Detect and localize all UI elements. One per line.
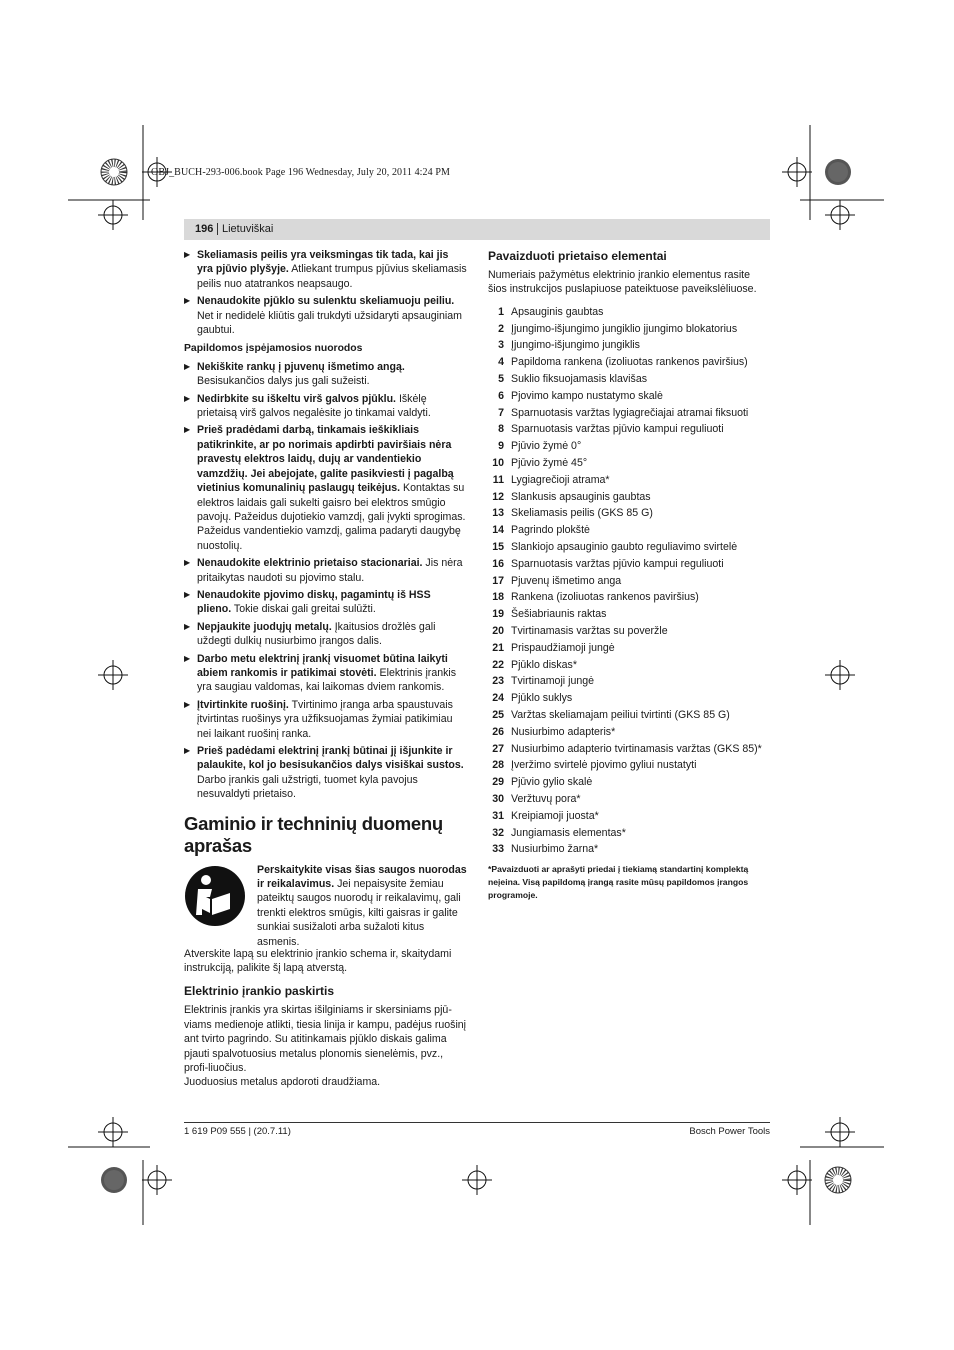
arrow-icon: ▶	[184, 699, 191, 709]
component-label: Pjūklo diskas*	[511, 658, 577, 671]
component-item	[488, 724, 770, 741]
arrow-icon: ▶	[184, 425, 191, 435]
warning-bullet: ▶ Nekiškite rankų į pjuvenų išmetimo angą. Besisukančios dalys jus gali sužeisti.	[184, 360, 405, 388]
component-number: 15	[492, 540, 504, 553]
component-label: Įjungimo-išjungimo jungiklio įjungimo blokatorius	[511, 322, 738, 335]
component-label: Apsauginis gaubtas	[511, 305, 604, 318]
component-item	[488, 774, 770, 791]
warning-bullet: ▶ Prieš padėdami elektrinį įrankį būtinai jį išjunkite ir palaukite, kol jo besisukančios dalys visiškai sustos. Darbo įrankis gali užstrigti, tuomet kyla pavojus nesuvaldyti prietaiso.	[184, 745, 464, 801]
component-item	[488, 825, 770, 842]
warning-bullet: ▶ Nedirbkite su iškeltu virš galvos pjūklu. Iškėlę prietaisą virš galvos negalėsite jo tinkamai valdyti.	[184, 392, 431, 420]
page-number: 196	[195, 223, 214, 235]
component-number: 19	[492, 608, 504, 621]
component-number: 33	[492, 843, 504, 856]
component-number: 10	[492, 456, 504, 469]
components-list	[488, 304, 770, 858]
arrow-icon: ▶	[184, 361, 191, 371]
arrow-icon: ▶	[184, 621, 191, 631]
component-label: Įveržimo svirtelė pjovimo gyliui nustatyti	[511, 759, 697, 772]
component-label: Pjūklo suklys	[511, 692, 573, 705]
component-label: Nusiurbimo žarna*	[511, 843, 599, 856]
footer-doc-number: 1 619 P09 555 | (20.7.11)	[184, 1126, 291, 1137]
component-item	[488, 791, 770, 808]
component-number: 23	[492, 675, 504, 688]
component-item	[488, 505, 770, 522]
component-label: Nusiurbimo adapterio tvirtinamasis varžtas (GKS 85)*	[511, 742, 762, 755]
component-number: 22	[492, 658, 504, 671]
component-item	[488, 623, 770, 640]
component-item	[488, 741, 770, 758]
component-label: Slankusis apsauginis gaubtas	[511, 490, 651, 503]
component-item	[488, 421, 770, 438]
fold-out-note: Atverskite lapą su elektrinio įrankio schema ir, skaitydami instrukciją, palikite šį lapą atverstą.	[184, 947, 452, 975]
component-item	[488, 337, 770, 354]
component-label: Varžtas skeliamajam peiliui tvirtinti (GKS 85 G)	[511, 708, 730, 721]
component-number: 6	[498, 389, 504, 402]
component-item	[488, 690, 770, 707]
warning-bullet: ▶ Darbo metu elektrinį įrankį visuomet būtina laikyti abiem rankomis ir patikimai stovėti. Elektrinis įrankis yra saugiau valdomas, kai laikomas dviem rankomis.	[184, 652, 457, 694]
component-number: 1	[498, 305, 504, 318]
component-number: 21	[492, 641, 504, 654]
arrow-icon: ▶	[184, 746, 191, 755]
component-number: 29	[492, 776, 504, 789]
component-number: 16	[492, 557, 504, 570]
arrow-icon: ▶	[184, 558, 191, 568]
component-label: Slankiojo apsauginio gaubto reguliavimo svirtelė	[511, 540, 738, 553]
component-item	[488, 539, 770, 556]
arrow-icon: ▶	[184, 296, 191, 306]
component-label: Pjūvio žymė 45°	[511, 456, 588, 469]
component-label: Suklio fiksuojamasis klavišas	[511, 373, 648, 385]
component-number: 11	[492, 473, 504, 486]
component-item	[488, 707, 770, 724]
section-title: Gaminio ir techninių duomenų aprašas	[184, 812, 443, 856]
component-label: Sparnuotasis varžtas pjūvio kampui reguliuoti	[511, 423, 724, 436]
purpose-heading: Elektrinio įrankio paskirtis	[184, 984, 335, 999]
component-item	[488, 489, 770, 506]
component-item	[488, 388, 770, 405]
component-item	[488, 556, 770, 573]
arrow-icon: ▶	[184, 393, 191, 403]
component-label: Jungiamasis elementas*	[511, 826, 626, 839]
component-item	[488, 472, 770, 489]
component-label: Pjūvio žymė 0°	[511, 440, 582, 453]
component-number: 32	[492, 826, 504, 839]
component-label: Skeliamasis peilis (GKS 85 G)	[511, 507, 653, 520]
component-number: 30	[492, 792, 504, 805]
component-item	[488, 371, 770, 388]
read-manual-text: Perskaitykite visas šias saugos nuorodas ir reikalavimus. Jei nepaisysite žemiau pateiktų saugos nuorodų ir reikalavimų, gali trenkti elektros smūgis, kilti gaisras ir galite sunkiai susižaloti arba sužaloti kitus asmenis.	[257, 863, 467, 948]
warning-bullet: ▶ Nepjaukite juodųjų metalų. Įkaitusios drožlės gali uždegti dulkių nusiurbimo įrangos dalis.	[184, 620, 436, 648]
component-number: 5	[498, 373, 504, 385]
component-label: Pagrindo plokštė	[511, 524, 590, 537]
component-item	[488, 321, 770, 338]
purpose-note: Juoduosius metalus apdoroti draudžiama.	[184, 1076, 381, 1089]
component-item	[488, 657, 770, 674]
component-item	[488, 455, 770, 472]
component-item	[488, 606, 770, 623]
right-column	[488, 248, 770, 902]
component-label: Tvirtinamoji jungė	[511, 675, 595, 688]
component-label: Rankena (izoliuotas rankenos paviršius)	[511, 591, 699, 604]
component-number: 26	[492, 725, 504, 738]
component-item	[488, 522, 770, 539]
component-label: Pjuvenų išmetimo anga	[511, 574, 622, 587]
component-label: Nusiurbimo adapteris*	[511, 725, 616, 738]
component-number: 18	[492, 591, 504, 604]
component-number: 25	[492, 708, 504, 721]
component-label: Prispaudžiamoji jungė	[511, 641, 615, 654]
component-item	[488, 640, 770, 657]
component-number: 20	[492, 624, 504, 637]
component-number: 4	[498, 356, 504, 369]
components-heading: Pavaizduoti prietaiso elementai	[488, 249, 667, 263]
component-number: 17	[492, 574, 504, 587]
component-number: 12	[492, 490, 504, 503]
components-intro: Numeriais pažymėtus elektrinio įrankio elementus rasite šios instrukcijos puslapiuose pateiktuose paveikslėliuose.	[488, 269, 757, 296]
read-manual-icon	[184, 865, 246, 927]
component-label: Veržtuvų pora*	[511, 792, 581, 805]
arrow-icon: ▶	[184, 250, 191, 259]
component-number: 9	[498, 440, 504, 453]
component-number: 31	[492, 809, 504, 822]
component-label: Kreipiamoji juosta*	[511, 809, 599, 822]
warning-bullet: ▶ Įtvirtinkite ruošinį. Tvirtinimo įranga arba spaustuvais įtvirtintas ruošinys yra užfiksuojamas žymiai patikimiau nei laikant ruošinį ranka.	[184, 698, 453, 740]
footer-brand: Bosch Power Tools	[689, 1126, 770, 1137]
component-item	[488, 808, 770, 825]
component-label: Sparnuotasis varžtas pjūvio kampui reguliuoti	[511, 557, 724, 570]
component-number: 14	[492, 524, 504, 537]
component-item	[488, 589, 770, 606]
component-label: Pjovimo kampo nustatymo skalė	[511, 389, 663, 402]
component-number: 7	[498, 406, 504, 419]
arrow-icon: ▶	[184, 589, 191, 599]
warning-bullet: ▶ Nenaudokite pjovimo diskų, pagamintų iš HSS plieno. Tokie diskai gali greitai sulūžti.	[184, 588, 431, 616]
component-item	[488, 673, 770, 690]
accessories-footnote: *Pavaizduoti ar aprašyti priedai į tiekiamą standartinį komplektą neįeina. Visą papildomą įrangą rasite mūsų papildomos įrangos programoje.	[488, 864, 749, 901]
component-number: 28	[492, 759, 504, 772]
component-item	[488, 573, 770, 590]
component-item	[488, 841, 770, 858]
component-label: Įjungimo-išjungimo jungiklis	[511, 339, 640, 352]
read-manual-warning	[184, 863, 467, 948]
component-item	[488, 354, 770, 371]
component-number: 27	[492, 742, 504, 755]
arrow-icon: ▶	[184, 653, 191, 663]
page-language: Lietuviškai	[222, 223, 274, 235]
warning-bullet: ▶ Skeliamasis peilis yra veiksmingas tik tada, kai jis yra pjūvio plyšyje. Atliekant trumpus pjūvius skeliamasis peilis nuo atatrankos neapsaugo.	[184, 249, 467, 290]
component-number: 8	[498, 423, 504, 436]
left-column	[184, 248, 467, 1090]
page-header	[184, 219, 770, 240]
purpose-paragraph: Elektrinis įrankis yra skirtas išilginiams ir skersiniams pjū-viams medienoje atlikti, tiesia linija ir kampu, padėjus ruošinį ant tvirto pagrindo. Su atitinkamais pjūklo diskais galima pjauti spalvotuosius metalus plonomis sienelėmis, pvz., profi-liuočius.	[184, 1004, 467, 1075]
component-number: 3	[498, 339, 504, 352]
component-label: Lygiagrečioji atrama*	[511, 473, 610, 486]
warning-bullet: ▶ Nenaudokite elektrinio prietaiso stacionariai. Jis nėra pritaikytas naudoti su pjovimo stalu.	[184, 557, 463, 584]
component-label: Tvirtinamasis varžtas su poveržle	[511, 624, 668, 637]
warning-bullet: ▶ Prieš pradėdami darbą, tinkamais ieškikliais patikrinkite, ar po norimais apdirbti paviršiais nėra pravestų elektros laidų, dujų ar vandentiekio vamzdžių. Jei abejojate, galite pasikviesti į pagalbą vietinius komunalinių paslaugų teikėjus. Kontaktas su elektros laidais gali sukelti gaisro bei elektros smūgio pavojų. Pažeidus dujotiekio vamzdį, gali įvykti sprogimas. Pažeidus vandentiekio vamzdį, galima padaryti daugybę nuostolių.	[184, 424, 466, 552]
component-label: Pjūvio gylio skalė	[511, 776, 593, 789]
component-number: 13	[492, 507, 504, 520]
component-item	[488, 304, 770, 321]
component-label: Papildoma rankena (izoliuotas rankenos paviršius)	[511, 356, 748, 369]
slug-line: OBJ_BUCH-293-006.book Page 196 Wednesday, July 20, 2011 4:24 PM	[151, 167, 451, 178]
warning-bullet: ▶ Nenaudokite pjūklo su sulenktu skeliamuoju peiliu. Net ir nedidelė kliūtis gali trukdyti užsidaryti apsauginiam gaubtui.	[184, 295, 462, 337]
header-separator	[217, 223, 218, 235]
component-item	[488, 438, 770, 455]
component-item	[488, 405, 770, 422]
component-number: 2	[498, 322, 504, 335]
component-item	[488, 757, 770, 774]
component-label: Sparnuotasis varžtas lygiagrečiajai atramai fiksuoti	[511, 406, 749, 419]
component-number: 24	[492, 692, 504, 705]
footer-rule	[184, 1122, 770, 1123]
component-label: Šešiabriaunis raktas	[511, 608, 607, 621]
subheading-additional-warnings: Papildomos įspėjamosios nuorodos	[184, 343, 363, 355]
